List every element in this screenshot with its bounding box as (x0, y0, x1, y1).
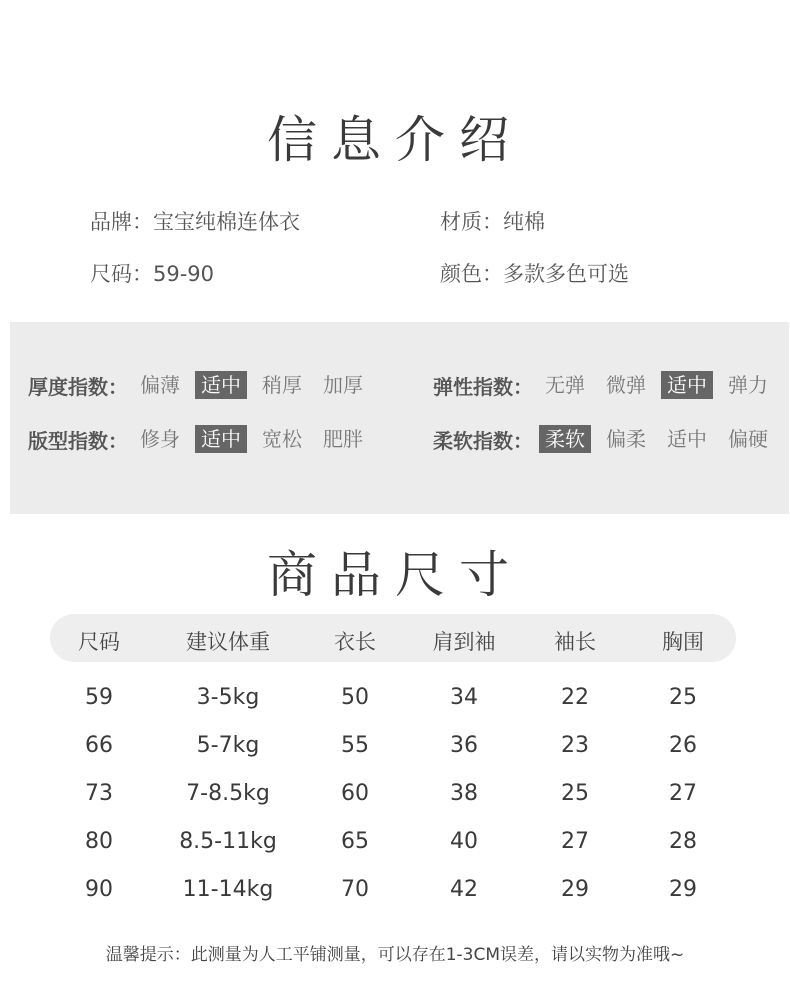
elasticity-option: 微弹 (606, 373, 646, 397)
fit-option: 宽松 (262, 427, 302, 451)
color-value: 多款多色可选 (503, 262, 629, 286)
softness-option: 偏硬 (728, 427, 768, 451)
color-label: 颜色： (440, 262, 503, 286)
indices-panel (10, 322, 789, 514)
brand-value: 宝宝纯棉连体衣 (153, 210, 300, 234)
material-value: 纯棉 (503, 210, 545, 234)
thickness-index-row (28, 370, 378, 400)
size-table-header-cell: 肩到袖 (432, 630, 496, 654)
fit-option: 肥胖 (323, 427, 363, 451)
elasticity-option: 无弹 (545, 373, 585, 397)
color-info (440, 258, 629, 288)
size-table-cell: 3-5kg (196, 685, 260, 710)
thickness-index-label: 厚度指数： (28, 374, 128, 399)
size-table-cell: 66 (85, 733, 113, 758)
size-table-cell: 80 (85, 829, 113, 854)
size-table-cell: 59 (85, 685, 113, 710)
elasticity-option: 弹力 (728, 373, 768, 397)
brand-info (90, 206, 300, 236)
size-table-cell: 25 (669, 685, 697, 710)
thickness-option: 加厚 (323, 373, 363, 397)
size-table-cell: 23 (561, 733, 589, 758)
size-table-cell: 29 (561, 877, 589, 902)
size-table-cell: 26 (669, 733, 697, 758)
softness-option: 偏柔 (606, 427, 646, 451)
size-label: 尺码： (90, 262, 153, 286)
elasticity-index-row (433, 370, 783, 400)
softness-index-row (433, 424, 783, 454)
softness-option: 柔软 (539, 425, 591, 453)
size-table-cell: 34 (450, 685, 478, 710)
softness-option: 适中 (667, 427, 707, 451)
size-table-cell: 90 (85, 877, 113, 902)
size-table-cell: 7-8.5kg (186, 781, 270, 806)
size-table-cell: 50 (341, 685, 369, 710)
fit-option: 修身 (140, 427, 180, 451)
size-table-cell: 70 (341, 877, 369, 902)
size-table-cell: 38 (450, 781, 478, 806)
size-table-cell: 65 (341, 829, 369, 854)
size-table-cell: 36 (450, 733, 478, 758)
size-table-cell: 27 (669, 781, 697, 806)
size-table-header-cell: 衣长 (334, 630, 376, 654)
size-table-cell: 55 (341, 733, 369, 758)
fit-option: 适中 (195, 425, 247, 453)
size-info (90, 258, 214, 288)
size-table-cell: 28 (669, 829, 697, 854)
size-table-cell: 60 (341, 781, 369, 806)
measurement-note: 温馨提示：此测量为人工平铺测量，可以存在1-3CM误差，请以实物为准哦~ (105, 945, 685, 965)
size-table-cell: 5-7kg (196, 733, 260, 758)
fit-index-label: 版型指数： (28, 428, 128, 453)
size-table-cell: 73 (85, 781, 113, 806)
size-table-cell: 8.5-11kg (179, 829, 277, 854)
elasticity-index-label: 弹性指数： (433, 374, 533, 399)
size-table-cell: 11-14kg (182, 877, 274, 902)
info-title: 信息介绍 (267, 111, 523, 169)
size-table-cell: 27 (561, 829, 589, 854)
elasticity-option: 适中 (661, 371, 713, 399)
size-table-header-cell: 胸围 (662, 630, 704, 654)
size-table-cell: 25 (561, 781, 589, 806)
brand-label: 品牌： (90, 210, 153, 234)
thickness-option: 稍厚 (262, 373, 302, 397)
thickness-option: 适中 (195, 371, 247, 399)
size-table-header-cell: 尺码 (78, 630, 120, 654)
size-table-cell: 22 (561, 685, 589, 710)
size-table-cell: 40 (450, 829, 478, 854)
material-info (440, 206, 545, 236)
fit-index-row (28, 424, 378, 454)
thickness-option: 偏薄 (140, 373, 180, 397)
size-title: 商品尺寸 (267, 546, 523, 604)
size-value: 59-90 (153, 262, 215, 286)
material-label: 材质： (440, 210, 503, 234)
size-table-cell: 29 (669, 877, 697, 902)
softness-index-label: 柔软指数： (433, 428, 533, 453)
size-table-header-cell: 建议体重 (186, 630, 270, 654)
size-table-cell: 42 (450, 877, 478, 902)
size-table-header-cell: 袖长 (554, 630, 596, 654)
